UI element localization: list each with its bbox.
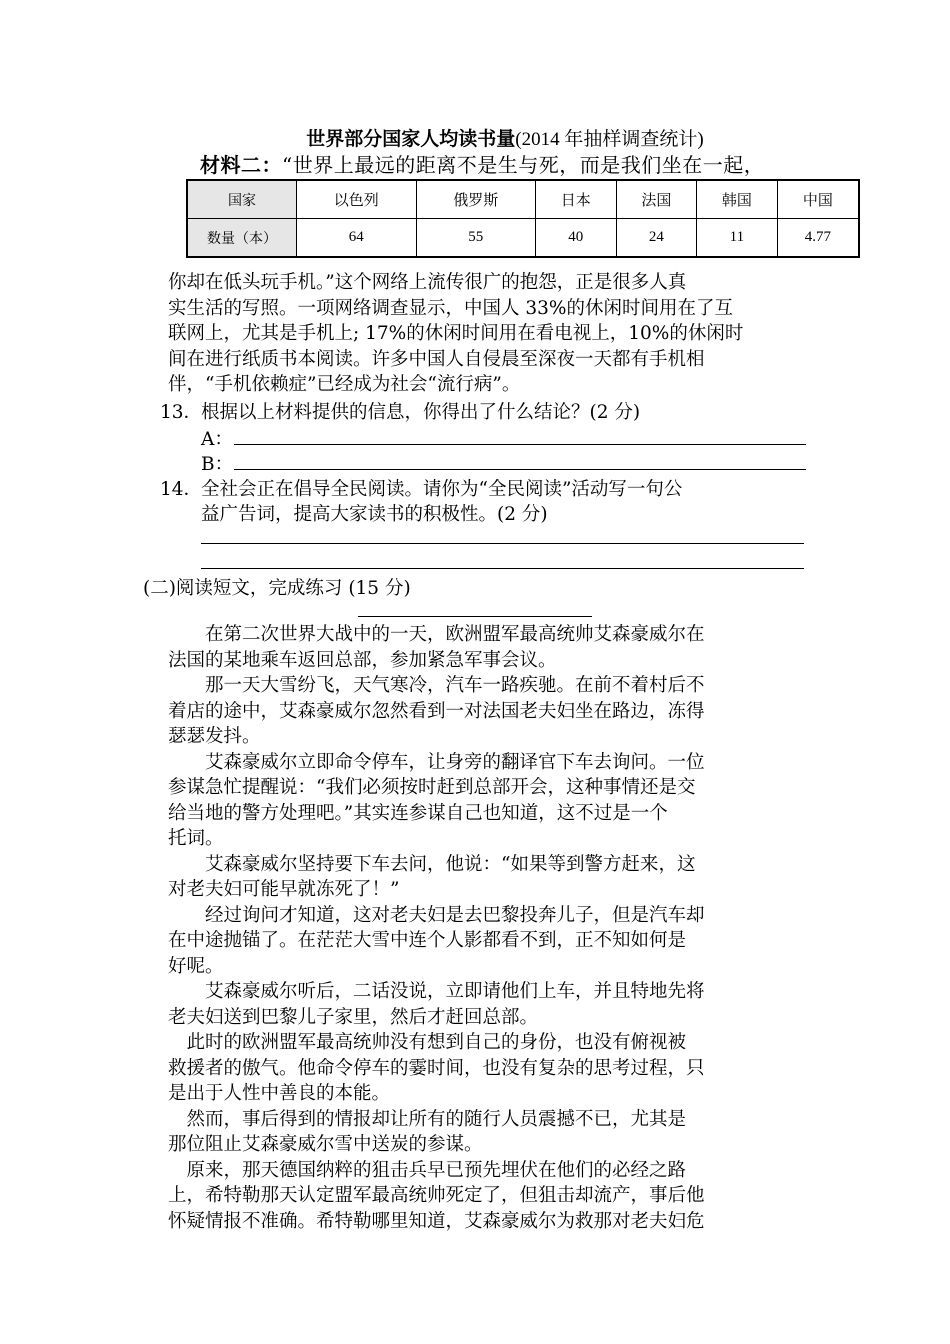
- q14-text-line2: 益广告词，提高大家读书的积极性。(2 分): [201, 504, 548, 525]
- q13-number: 13．: [160, 402, 203, 423]
- text-line: 你却在低头玩手机。”这个网络上流传很广的抱怨，正是很多人真: [168, 272, 687, 293]
- text-line: 原来，那天德国纳粹的狙击兵早已预先埋伏在他们的必经之路: [168, 1159, 687, 1181]
- material2-label: 材料二：: [200, 153, 282, 177]
- q13-text: 根据以上材料提供的信息，你得出了什么结论？(2 分): [201, 402, 641, 423]
- text-line: 参谋急忙提醒说：“我们必须按时赶到总部开会，这种事情还是交: [168, 777, 696, 798]
- table-cell: 4.77: [777, 219, 859, 258]
- table-row-values: [187, 219, 859, 258]
- text-line: 实生活的写照。一项网络调查显示，中国人 33%的休闲时间用在了互: [168, 297, 734, 319]
- text-line: 艾森豪威尔坚持要下车去问，他说：“如果等到警方赶来，这: [168, 853, 696, 875]
- text-line: 此时的欧洲盟军最高统帅没有想到自己的身份，也没有俯视被: [168, 1032, 687, 1053]
- table-header-country: 国家: [187, 180, 297, 219]
- story-title-blank[interactable]: [358, 616, 592, 617]
- text-line: 艾森豪威尔立即命令停车，让身旁的翻译官下车去询问。一位: [168, 751, 705, 773]
- q14-number: 14．: [160, 479, 203, 500]
- material2-paragraph: [168, 270, 808, 398]
- text-line: 怀疑情报不准确。希特勒哪里知道，艾森豪威尔为救那对老夫妇危: [168, 1210, 705, 1232]
- material2-first-line: [200, 149, 764, 178]
- text-line: 托词。: [168, 828, 224, 849]
- text-line: 在中途抛锚了。在茫茫大雪中连个人影都看不到，正不知如何是: [168, 930, 687, 951]
- q13-a-label: A：: [201, 429, 233, 450]
- table-cell: 中国: [777, 180, 859, 219]
- chart-title-main: 世界部分国家人均读书量: [306, 128, 516, 150]
- text-line: 经过询问才知道，这对老夫妇是去巴黎投奔儿子，但是汽车却: [168, 904, 705, 926]
- text-line: 在第二次世界大战中的一天，欧洲盟军最高统帅艾森豪威尔在: [168, 624, 705, 645]
- text-line: 联网上，尤其是手机上; 17%的休闲时间用在看电视上，10%的休闲时: [168, 323, 744, 344]
- table-cell: 55: [416, 219, 536, 258]
- table-cell: 11: [697, 219, 778, 258]
- text-line: 间在进行纸质书本阅读。许多中国人自侵晨至深夜一天都有手机相: [168, 348, 705, 370]
- text-line: 是出于人性中善良的本能。: [168, 1083, 391, 1104]
- section2-heading: (二)阅读短文，完成练习 (15 分): [143, 578, 411, 599]
- text-line: 好呢。: [168, 955, 224, 977]
- chart-title-year: (2014 年抽样调查统计): [515, 129, 704, 150]
- table-cell: 俄罗斯: [416, 180, 536, 219]
- text-line: 然而，事后得到的情报却让所有的随行人员震撼不已，尤其是: [168, 1108, 687, 1130]
- text-line: 给当地的警方处理吧。”其实连参谋自己也知道，这不过是一个: [168, 802, 668, 824]
- table-cell: 40: [536, 219, 617, 258]
- table-cell: 64: [297, 219, 417, 258]
- q14-answer-line-2[interactable]: [201, 568, 804, 569]
- table-header-count: 数量（本）: [187, 219, 297, 258]
- material2-quote: “世界上最远的距离不是生与死，而是我们坐在一起，: [282, 153, 765, 177]
- text-line: 着店的途中，艾森豪威尔忽然看到一对法国老夫妇坐在路边，冻得: [168, 700, 705, 722]
- q13-b-answer-line[interactable]: [234, 469, 806, 470]
- text-line: 那一天大雪纷飞，天气寒冷，汽车一路疾驰。在前不着村后不: [168, 675, 705, 696]
- text-line: 法国的某地乘车返回总部，参加紧急军事会议。: [168, 649, 557, 671]
- q13-b-label: B：: [201, 454, 234, 475]
- table-cell: 法国: [616, 180, 697, 219]
- q14-text-line1: 全社会正在倡导全民阅读。请你为“全民阅读”活动写一句公: [201, 479, 683, 500]
- table-row-countries: [187, 180, 859, 219]
- text-line: 上，希特勒那天认定盟军最高统帅死定了，但狙击却流产，事后他: [168, 1185, 705, 1206]
- text-line: 救援者的傲气。他命令停车的霎时间，也没有复杂的思考过程，只: [168, 1057, 705, 1079]
- text-line: 老夫妇送到巴黎儿子家里，然后才赶回总部。: [168, 1006, 539, 1028]
- text-line: 伴，“手机依赖症”已经成为社会“流行病”。: [168, 374, 521, 395]
- q13-a-answer-line[interactable]: [234, 444, 806, 445]
- table-cell: 日本: [536, 180, 617, 219]
- text-line: 那位阻止艾森豪威尔雪中送炭的参谋。: [168, 1134, 483, 1155]
- reading-stats-table: [186, 179, 860, 258]
- chart-title: [0, 124, 950, 151]
- table-cell: 以色列: [297, 180, 417, 219]
- text-line: 艾森豪威尔听后，二话没说，立即请他们上车，并且特地先将: [168, 981, 705, 1002]
- q14-answer-line-1[interactable]: [201, 543, 804, 544]
- story-text: [168, 622, 808, 1234]
- text-line: 对老夫妇可能早就冻死了！”: [168, 879, 400, 900]
- text-line: 瑟瑟发抖。: [168, 726, 261, 747]
- table-cell: 24: [616, 219, 697, 258]
- table-cell: 韩国: [697, 180, 778, 219]
